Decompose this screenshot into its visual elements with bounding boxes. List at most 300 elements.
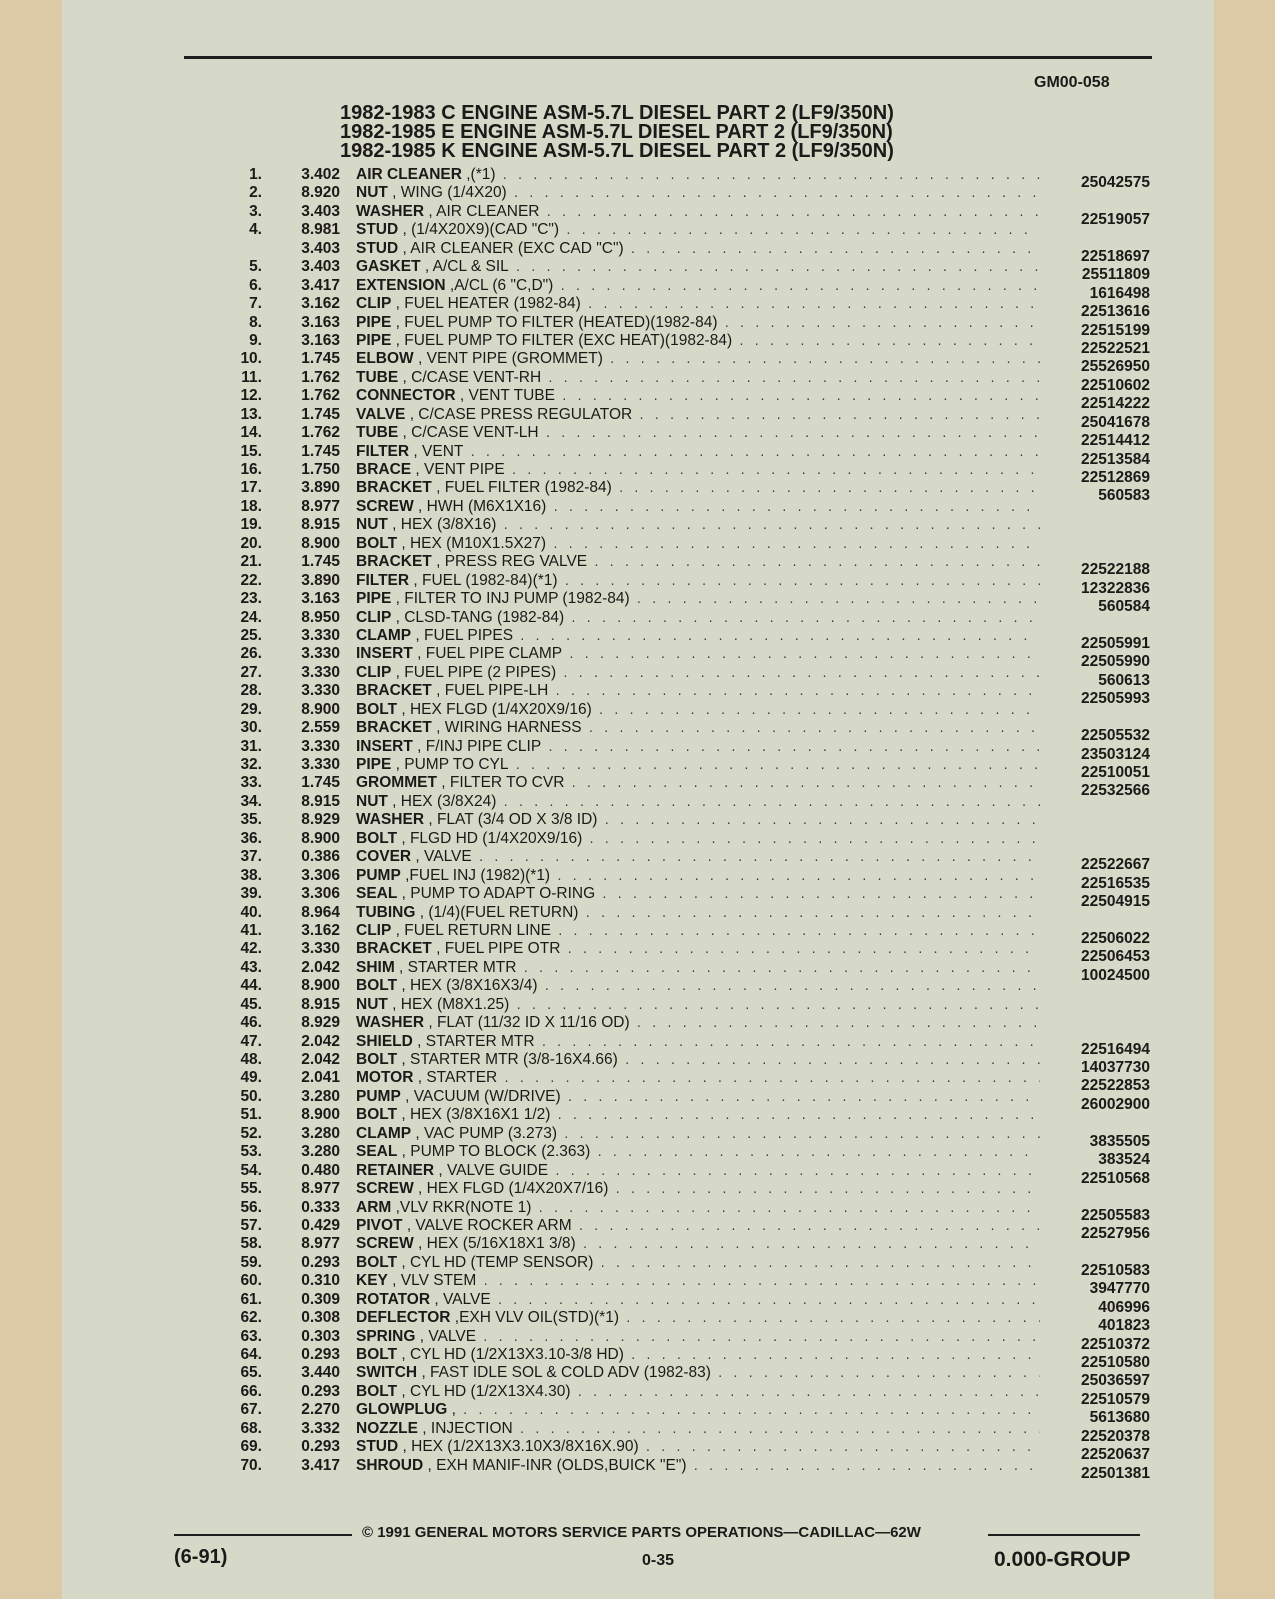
part-number: 22522667 xyxy=(1081,856,1150,874)
part-row xyxy=(220,571,1150,597)
group-code: 3.402 xyxy=(301,166,340,183)
group-code: 8.900 xyxy=(301,1106,340,1124)
group-code: 1.745 xyxy=(301,442,340,460)
dot-leader xyxy=(588,722,1040,735)
dot-leader xyxy=(636,593,1040,606)
part-name: PIPE xyxy=(356,756,392,773)
part-name: NOZZLE xyxy=(356,1419,418,1437)
part-row xyxy=(220,663,1150,689)
part-name: BOLT xyxy=(356,829,398,847)
item-number: 42. xyxy=(240,940,262,958)
group-code: 1.762 xyxy=(301,368,340,386)
group-code: 0.293 xyxy=(301,1382,340,1400)
part-name: BRACKET xyxy=(356,553,432,571)
dot-leader xyxy=(638,409,1040,422)
part-number: 22510568 xyxy=(1081,1169,1150,1187)
dot-leader xyxy=(577,1386,1041,1399)
part-number: 22505993 xyxy=(1081,690,1150,708)
group-code: 3.330 xyxy=(301,645,340,663)
part-row xyxy=(220,1419,1150,1445)
part-row xyxy=(220,977,1150,995)
footer-rule-left xyxy=(174,1534,352,1536)
part-row xyxy=(220,793,1150,811)
part-description: , EXH MANIF-INR (OLDS,BUICK "E") xyxy=(423,1456,687,1474)
part-row xyxy=(220,1143,1150,1169)
part-name: CONNECTOR xyxy=(356,387,456,405)
group-code: 8.900 xyxy=(301,977,340,995)
part-description: , VENT xyxy=(409,442,464,460)
dot-leader xyxy=(584,907,1040,920)
dot-leader xyxy=(502,796,1040,809)
part-row xyxy=(220,885,1150,911)
dot-leader xyxy=(609,353,1040,366)
item-number: 4. xyxy=(249,221,262,239)
part-description: , FUEL RETURN LINE xyxy=(391,921,551,939)
part-description: , VACUUM (W/DRIVE) xyxy=(400,1087,561,1105)
group-code: 8.950 xyxy=(301,608,340,626)
part-name: CLIP xyxy=(356,663,392,681)
item-number: 60. xyxy=(240,1272,262,1290)
part-row xyxy=(220,1364,1150,1390)
dot-leader xyxy=(570,777,1040,790)
part-name: SEAL xyxy=(356,885,398,903)
part-number: 560583 xyxy=(1098,487,1150,505)
group-code: 8.915 xyxy=(301,516,340,534)
part-row xyxy=(220,479,1150,505)
dot-leader xyxy=(554,685,1040,698)
part-name: SHIM xyxy=(356,958,395,976)
part-name: PIPE xyxy=(356,313,392,331)
item-number: 45. xyxy=(240,995,262,1013)
part-name: NUT xyxy=(356,516,388,534)
item-number: 38. xyxy=(240,866,262,884)
group-code: 8.977 xyxy=(301,1235,340,1253)
part-name: BRACKET xyxy=(356,682,432,700)
part-number: 22501381 xyxy=(1081,1464,1150,1482)
group-code: 3.417 xyxy=(301,276,340,294)
dot-leader xyxy=(564,575,1040,588)
part-number: 22510580 xyxy=(1081,1354,1150,1371)
document-code: GM00-058 xyxy=(1034,74,1110,91)
part-row xyxy=(220,996,1150,1014)
part-row xyxy=(220,202,1150,228)
item-number: 16. xyxy=(240,461,262,478)
part-number: 22522188 xyxy=(1081,561,1150,579)
part-number: 22505991 xyxy=(1081,634,1150,652)
part-name: INSERT xyxy=(356,737,413,755)
part-row xyxy=(220,1235,1150,1253)
group-code: 1.762 xyxy=(301,387,340,405)
footer-rule-right xyxy=(988,1534,1140,1536)
part-description: ,(*1) xyxy=(461,166,496,183)
part-name: BOLT xyxy=(356,1253,398,1271)
dot-leader xyxy=(469,446,1040,459)
part-name: BRACKET xyxy=(356,719,432,737)
part-description: ,FUEL INJ (1982)(*1) xyxy=(400,866,551,884)
group-code: 1.762 xyxy=(301,424,340,442)
part-description: , STARTER xyxy=(413,1069,498,1087)
part-name: BOLT xyxy=(356,1346,398,1363)
part-number: 22522521 xyxy=(1081,339,1150,357)
part-name: CLIP xyxy=(356,608,392,626)
item-number: 22. xyxy=(240,571,262,589)
part-number: 406996 xyxy=(1098,1298,1150,1316)
item-number: 20. xyxy=(240,534,262,552)
item-number: 14. xyxy=(240,424,262,442)
part-description: , AIR CLEANER xyxy=(424,202,540,220)
part-number: 22514412 xyxy=(1081,432,1150,450)
group-code: 3.332 xyxy=(301,1419,340,1437)
part-row xyxy=(220,1272,1150,1298)
group-code: 1.745 xyxy=(301,553,340,571)
part-row xyxy=(220,904,1150,922)
part-description: , (1/4)(FUEL RETURN) xyxy=(415,903,579,921)
part-row xyxy=(220,1069,1150,1095)
part-name: CLAMP xyxy=(356,626,412,644)
dot-leader xyxy=(543,980,1040,993)
item-number: 31. xyxy=(240,737,262,755)
dot-leader xyxy=(502,519,1040,532)
dot-leader xyxy=(503,1072,1040,1085)
part-description: , FLAT (3/4 OD X 3/8 ID) xyxy=(424,811,598,829)
part-description: , HEX (M10X1.5X27) xyxy=(397,534,547,552)
item-number: 24. xyxy=(240,608,262,626)
item-number: 53. xyxy=(240,1143,262,1161)
part-row xyxy=(220,756,1150,781)
part-description: , WING (1/4X20) xyxy=(387,184,507,202)
part-description: , WIRING HARNESS xyxy=(431,719,582,737)
part-name: WASHER xyxy=(356,1014,425,1032)
part-row xyxy=(220,1382,1150,1408)
group-code: 3.403 xyxy=(301,258,340,276)
part-number: 22510583 xyxy=(1081,1261,1150,1279)
part-number: 22510602 xyxy=(1081,376,1150,394)
part-name: VALVE xyxy=(356,405,406,423)
item-number: 19. xyxy=(240,516,262,534)
group-code: 8.929 xyxy=(301,1014,340,1032)
dot-leader xyxy=(693,1460,1040,1473)
part-row xyxy=(220,516,1150,534)
part-name: SCREW xyxy=(356,497,414,515)
part-description: , FUEL FILTER (1982-84) xyxy=(431,479,612,497)
dot-leader xyxy=(556,1109,1040,1122)
item-number: 2. xyxy=(249,184,262,202)
item-number: 63. xyxy=(240,1327,262,1345)
group-code: 3.163 xyxy=(301,590,340,608)
item-number: 15. xyxy=(240,442,262,460)
part-row xyxy=(220,368,1150,394)
part-description: , FILTER TO INJ PUMP (1982-84) xyxy=(391,590,630,608)
dot-leader xyxy=(561,390,1040,403)
dot-leader xyxy=(511,464,1040,477)
part-name: BOLT xyxy=(356,1382,398,1400)
part-row xyxy=(220,331,1150,357)
group-code: 3.280 xyxy=(301,1087,340,1105)
group-code: 0.293 xyxy=(301,1253,340,1271)
part-name: BOLT xyxy=(356,1106,398,1124)
group-code: 3.417 xyxy=(301,1456,340,1474)
dot-leader xyxy=(545,427,1040,440)
part-name: BRACKET xyxy=(356,940,432,958)
part-name: STUD xyxy=(356,221,399,239)
part-name: SWITCH xyxy=(356,1364,418,1382)
part-name: DEFLECTOR xyxy=(356,1309,451,1327)
part-row xyxy=(220,405,1150,431)
part-row xyxy=(220,258,1150,284)
part-name: BRACKET xyxy=(356,479,432,497)
item-number: 39. xyxy=(240,885,262,903)
item-number: 56. xyxy=(240,1198,262,1216)
part-row xyxy=(220,848,1150,874)
item-number: 68. xyxy=(240,1419,262,1437)
group-code: 8.900 xyxy=(301,700,340,718)
part-number: 22510579 xyxy=(1081,1390,1150,1408)
group-code: 3.890 xyxy=(301,571,340,589)
part-description: , PRESS REG VALVE xyxy=(431,553,588,571)
dot-leader xyxy=(625,1312,1040,1325)
group-code: 3.330 xyxy=(301,737,340,755)
item-number: 18. xyxy=(240,497,262,515)
part-name: CLIP xyxy=(356,295,392,313)
item-number: 43. xyxy=(240,958,262,976)
part-description: , VALVE xyxy=(430,1290,491,1308)
dot-leader xyxy=(599,1257,1040,1270)
dot-leader xyxy=(513,187,1040,200)
group-code: 8.915 xyxy=(301,995,340,1013)
part-number: 25511809 xyxy=(1081,266,1150,284)
part-description: , INJECTION xyxy=(418,1419,513,1437)
dot-leader xyxy=(547,372,1040,385)
part-number: 22520378 xyxy=(1081,1427,1150,1445)
part-name: SHIELD xyxy=(356,1032,413,1050)
dot-leader xyxy=(556,870,1040,883)
part-row xyxy=(220,1198,1150,1224)
part-row xyxy=(220,590,1150,616)
part-number: 22516494 xyxy=(1081,1040,1150,1058)
part-description: , VALVE GUIDE xyxy=(434,1161,549,1179)
part-row xyxy=(220,313,1150,339)
item-number: 55. xyxy=(240,1180,262,1198)
group-code: 3.330 xyxy=(301,682,340,700)
item-number: 47. xyxy=(240,1032,262,1050)
item-number: 34. xyxy=(240,792,262,810)
part-name: SCREW xyxy=(356,1235,414,1253)
dot-leader xyxy=(563,1128,1040,1141)
group-code: 0.480 xyxy=(301,1161,340,1179)
part-number: 5613680 xyxy=(1089,1409,1150,1427)
item-number: 3. xyxy=(249,202,262,220)
part-row xyxy=(220,1124,1150,1150)
group-code: 8.929 xyxy=(301,811,340,829)
part-description: , AIR CLEANER (EXC CAD "C") xyxy=(398,239,624,257)
item-number: 26. xyxy=(240,645,262,663)
part-number: 25042575 xyxy=(1081,174,1150,191)
item-number: 67. xyxy=(240,1401,262,1419)
part-number: 10024500 xyxy=(1081,966,1150,984)
item-number: 70. xyxy=(240,1456,262,1474)
part-description: , HEX (3/8X16) xyxy=(387,516,497,534)
dot-leader xyxy=(562,667,1040,680)
part-description: , HEX (1/2X13X3.10X3/8X16X.90) xyxy=(398,1438,639,1456)
item-number: 41. xyxy=(240,921,262,939)
part-description: , VENT PIPE (GROMMET) xyxy=(413,350,603,368)
dot-leader xyxy=(593,556,1040,569)
part-name: NUT xyxy=(356,792,388,810)
part-name: PUMP xyxy=(356,1087,401,1105)
part-name: CLAMP xyxy=(356,1124,412,1142)
dot-leader xyxy=(559,280,1040,293)
group-code: 3.403 xyxy=(301,202,340,220)
part-description: , HEX (3/8X16X3/4) xyxy=(397,977,538,995)
dot-leader xyxy=(541,1036,1040,1049)
dot-leader xyxy=(519,630,1040,643)
dot-leader xyxy=(502,169,1040,182)
part-description: , C/CASE VENT-RH xyxy=(398,368,542,386)
part-row xyxy=(220,1216,1150,1242)
part-number: 26002900 xyxy=(1081,1095,1150,1113)
part-row xyxy=(220,535,1150,553)
item-number: 64. xyxy=(240,1346,262,1363)
group-code: 0.333 xyxy=(301,1198,340,1216)
dot-leader xyxy=(537,1202,1040,1215)
part-number: 22514222 xyxy=(1081,395,1150,413)
part-number: 22516535 xyxy=(1081,874,1150,892)
group-code: 2.270 xyxy=(301,1401,340,1419)
part-row xyxy=(220,295,1150,321)
part-number: 22505532 xyxy=(1081,727,1150,745)
part-description: , C/CASE PRESS REGULATOR xyxy=(405,405,633,423)
item-number: 6. xyxy=(249,276,262,294)
part-number: 25036597 xyxy=(1081,1372,1150,1390)
part-row xyxy=(220,1456,1150,1482)
part-row xyxy=(220,921,1150,947)
part-description: , FUEL PIPES xyxy=(411,626,514,644)
part-description: , CYL HD (1/2X13X3.10-3/8 HD) xyxy=(397,1346,624,1363)
part-description: , FAST IDLE SOL & COLD ADV (1982-83) xyxy=(417,1364,711,1382)
group-code: 3.280 xyxy=(301,1124,340,1142)
group-code: 8.900 xyxy=(301,534,340,552)
group-code: 8.981 xyxy=(301,221,340,239)
part-description: , HEX (3/8X16X1 1/2) xyxy=(397,1106,551,1124)
dot-leader xyxy=(582,1238,1040,1251)
part-row xyxy=(220,387,1150,413)
part-number: 22506022 xyxy=(1081,929,1150,947)
part-name: WASHER xyxy=(356,811,425,829)
parts-list xyxy=(220,166,1150,1482)
dot-leader xyxy=(588,833,1040,846)
item-number: 50. xyxy=(240,1087,262,1105)
part-number: 22513616 xyxy=(1081,303,1150,321)
group-code: 0.429 xyxy=(301,1216,340,1234)
part-description: , VALVE ROCKER ARM xyxy=(402,1216,572,1234)
part-number: 22510372 xyxy=(1081,1335,1150,1353)
part-description: , HEX FLGD (1/4X20X9/16) xyxy=(397,700,592,718)
group-code: 1.745 xyxy=(301,350,340,368)
part-description: , STARTER MTR xyxy=(394,958,517,976)
part-number: 12322836 xyxy=(1081,579,1150,597)
dot-leader xyxy=(519,1423,1040,1436)
dot-leader xyxy=(578,1220,1040,1233)
group-code: 3.440 xyxy=(301,1364,340,1382)
part-description: , xyxy=(447,1401,456,1419)
part-row xyxy=(220,774,1150,800)
item-number: 44. xyxy=(240,977,262,995)
dot-leader xyxy=(738,335,1040,348)
group-code: 1.745 xyxy=(301,774,340,792)
item-number: 23. xyxy=(240,590,262,608)
group-code: 3.330 xyxy=(301,626,340,644)
item-number: 28. xyxy=(240,682,262,700)
dot-leader xyxy=(630,243,1040,256)
part-row xyxy=(220,1161,1150,1187)
part-name: FILTER xyxy=(356,442,410,460)
part-name: PIPE xyxy=(356,590,392,608)
part-row xyxy=(220,553,1150,579)
part-number: 22506453 xyxy=(1081,948,1150,966)
part-name: TUBING xyxy=(356,903,416,921)
dot-leader xyxy=(630,1349,1040,1362)
part-row xyxy=(220,701,1150,719)
part-description: , FUEL PUMP TO FILTER (HEATED)(1982-84) xyxy=(391,313,718,331)
group-code: 8.977 xyxy=(301,497,340,515)
group-code: 3.330 xyxy=(301,756,340,773)
group-code: 0.310 xyxy=(301,1272,340,1290)
dot-leader xyxy=(717,1367,1040,1380)
group-code: 8.900 xyxy=(301,829,340,847)
dot-leader xyxy=(515,999,1040,1012)
dot-leader xyxy=(545,206,1040,219)
dot-leader xyxy=(598,704,1040,717)
section-title: 1982-1985 E ENGINE ASM-5.7L DIESEL PART 2 (LF9/350N) xyxy=(340,121,893,143)
part-description: ,VLV RKR(NOTE 1) xyxy=(391,1198,532,1216)
item-number: 48. xyxy=(240,1051,262,1068)
item-number: 9. xyxy=(249,331,262,349)
part-row xyxy=(220,221,1150,239)
dot-leader xyxy=(596,1146,1040,1159)
part-row xyxy=(220,626,1150,652)
part-name: INSERT xyxy=(356,645,413,663)
dot-leader xyxy=(557,925,1040,938)
item-number: 36. xyxy=(240,829,262,847)
item-number: 69. xyxy=(240,1438,262,1456)
part-name: PIPE xyxy=(356,331,392,349)
dot-leader xyxy=(554,1165,1040,1178)
page-number: 0-35 xyxy=(642,1552,675,1569)
part-row xyxy=(220,645,1150,671)
part-description: , FILTER TO CVR xyxy=(436,774,565,792)
part-name: GROMMET xyxy=(356,774,437,792)
group-code: 3.890 xyxy=(301,479,340,497)
part-name: FILTER xyxy=(356,571,410,589)
part-name: KEY xyxy=(356,1272,388,1290)
part-name: RETAINER xyxy=(356,1161,435,1179)
item-number: 5. xyxy=(249,258,262,276)
item-number: 7. xyxy=(249,295,262,313)
dot-leader xyxy=(570,612,1040,625)
group-code: 3.330 xyxy=(301,663,340,681)
part-description: , STARTER MTR (3/8-16X4.66) xyxy=(397,1051,618,1068)
part-row xyxy=(220,166,1150,191)
dot-leader xyxy=(568,648,1040,661)
part-number: 14037730 xyxy=(1081,1059,1150,1076)
part-row xyxy=(220,1051,1150,1076)
dot-leader xyxy=(515,261,1040,274)
group-code: 8.977 xyxy=(301,1180,340,1198)
part-description: , CYL HD (TEMP SENSOR) xyxy=(397,1253,594,1271)
part-row xyxy=(220,461,1150,486)
part-name: TUBE xyxy=(356,368,399,386)
part-number: 560613 xyxy=(1098,671,1150,689)
